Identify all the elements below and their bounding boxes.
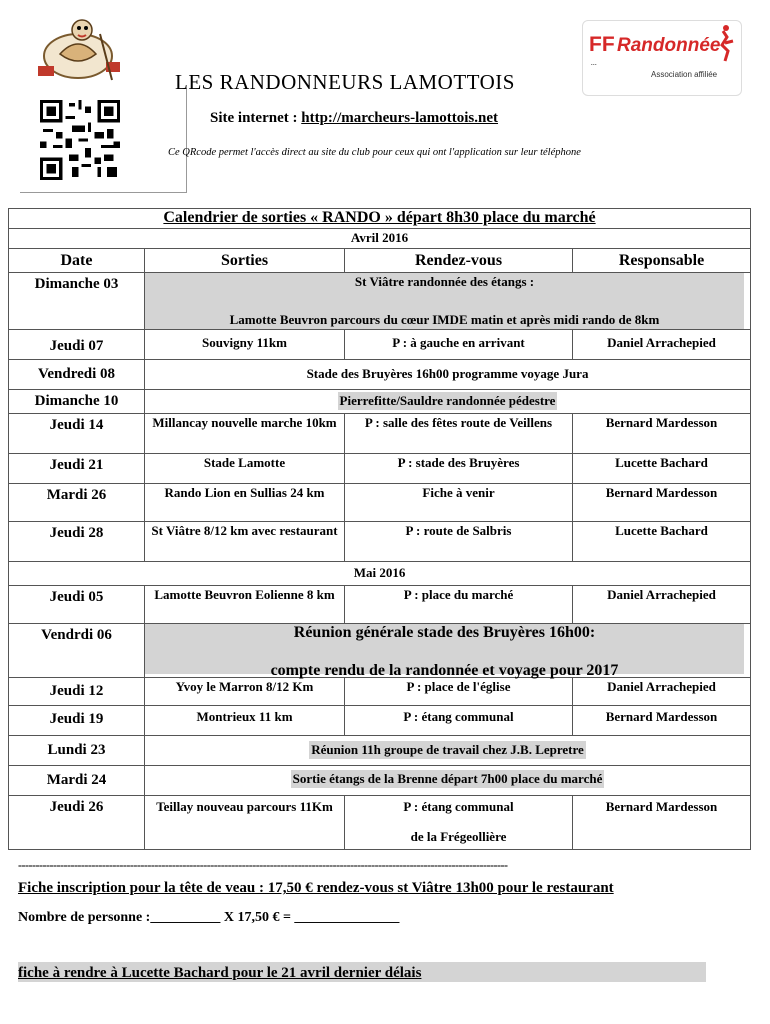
date-cell: Dimanche 03 (9, 273, 145, 330)
date-cell: Mardi 24 (9, 766, 145, 796)
svg-text:FF: FF (589, 33, 615, 56)
table-row (9, 796, 751, 850)
event-cell (145, 766, 751, 796)
date-cell: Jeudi 07 (9, 330, 145, 360)
club-title: LES RANDONNEURS LAMOTTOIS (175, 70, 515, 94)
nombre-line: Nombre de personne :__________ X 17,50 € = _______________ (18, 910, 400, 925)
website-label: Site internet : (210, 110, 302, 126)
rdv-cell: P : stade des Bruyères (345, 454, 573, 484)
event-cell (145, 624, 751, 678)
event-highlight: Pierrefitte/Sauldre randonnée pédestre (339, 393, 556, 408)
month-april: Avril 2016 (9, 229, 751, 249)
sortie-cell: Millancay nouvelle marche 10km (145, 414, 345, 454)
event-line-2: Lamotte Beuvron parcours du cœur IMDE matin et après midi rando de 8km (229, 312, 660, 327)
sortie-cell: Montrieux 11 km (145, 706, 345, 736)
resp-cell: Daniel Arrachepied (573, 586, 751, 624)
date-cell: Jeudi 19 (9, 706, 145, 736)
ffrandonnee-logo (582, 20, 742, 96)
table-row (9, 330, 751, 360)
date-cell: Lundi 23 (9, 736, 145, 766)
table-row (9, 522, 751, 562)
table-row (9, 454, 751, 484)
event-cell (145, 390, 751, 414)
calendar-title: Calendrier de sorties « RANDO » départ 8h30 place du marché (9, 209, 751, 229)
rendre-line: fiche à rendre à Lucette Bachard pour le 21 avril dernier délais (18, 962, 706, 982)
month-may: Mai 2016 (9, 562, 751, 586)
event-highlight: Sortie étangs de la Brenne départ 7h00 place du marché (292, 771, 603, 786)
cut-line: -------------------------------------------------------------------------------------------------------------------------------------------- (18, 858, 508, 872)
resp-cell: Lucette Bachard (573, 454, 751, 484)
column-responsable: Responsable (573, 249, 751, 273)
table-row (9, 273, 751, 330)
resp-cell: Daniel Arrachepied (573, 678, 751, 706)
sortie-cell: Teillay nouveau parcours 11Km (145, 796, 345, 850)
table-row (9, 624, 751, 678)
column-date: Date (9, 249, 145, 273)
club-logo (20, 14, 132, 86)
resp-cell: Lucette Bachard (573, 522, 751, 562)
ffr-slogan: Association affiliée (651, 70, 718, 79)
date-cell: Vendredi 08 (9, 360, 145, 390)
sortie-cell: St Viâtre 8/12 km avec restaurant (145, 522, 345, 562)
rdv-line-1: P : étang communal (403, 799, 514, 814)
date-cell: Jeudi 26 (9, 796, 145, 850)
sortie-cell: Souvigny 11km (145, 330, 345, 360)
resp-cell: Daniel Arrachepied (573, 330, 751, 360)
rdv-cell: P : étang communal (345, 706, 573, 736)
date-cell: Vendrdi 06 (9, 624, 145, 678)
rdv-cell: P : place de l'église (345, 678, 573, 706)
event-line-1: St Viâtre randonnée des étangs : (354, 274, 535, 289)
event-highlight: Réunion 11h groupe de travail chez J.B. Lepretre (311, 742, 584, 757)
calendar-table (8, 208, 751, 850)
table-row (9, 586, 751, 624)
event-line-2: compte rendu de la randonnée et voyage pour 2017 (270, 662, 619, 679)
event-cell (145, 273, 751, 330)
resp-cell: Bernard Mardesson (573, 414, 751, 454)
table-row (9, 484, 751, 522)
date-cell: Dimanche 10 (9, 390, 145, 414)
rdv-cell: P : place du marché (345, 586, 573, 624)
resp-cell: Bernard Mardesson (573, 484, 751, 522)
qr-note: Ce QRcode permet l'accès direct au site du club pour ceux qui ont l'application sur leur téléphone (168, 147, 581, 158)
rdv-cell: P : route de Salbris (345, 522, 573, 562)
table-row (9, 390, 751, 414)
column-rendez-vous: Rendez-vous (345, 249, 573, 273)
table-row (9, 678, 751, 706)
rdv-cell (345, 796, 573, 850)
rdv-line-2: de la Frégeollière (410, 829, 507, 844)
date-cell: Jeudi 14 (9, 414, 145, 454)
table-row (9, 736, 751, 766)
svg-text:Randonnée: Randonnée (617, 35, 721, 56)
rdv-cell: P : à gauche en arrivant (345, 330, 573, 360)
rdv-cell: P : salle des fêtes route de Veillens (345, 414, 573, 454)
qr-code-icon[interactable] (40, 100, 120, 180)
event-line-1: Réunion générale stade des Bruyères 16h00: (293, 624, 596, 641)
date-cell: Jeudi 05 (9, 586, 145, 624)
date-cell: Mardi 26 (9, 484, 145, 522)
resp-cell: Bernard Mardesson (573, 706, 751, 736)
event-cell: Stade des Bruyères 16h00 programme voyage Jura (145, 360, 751, 390)
sortie-cell: Stade Lamotte (145, 454, 345, 484)
sortie-cell: Yvoy le Marron 8/12 Km (145, 678, 345, 706)
date-cell: Jeudi 12 (9, 678, 145, 706)
resp-cell: Bernard Mardesson (573, 796, 751, 850)
table-row (9, 766, 751, 796)
website-link[interactable]: http://marcheurs-lamottois.net (301, 110, 499, 126)
date-cell: Jeudi 28 (9, 522, 145, 562)
table-row (9, 360, 751, 390)
rdv-cell: Fiche à venir (345, 484, 573, 522)
website-line (210, 110, 498, 127)
sortie-cell: Rando Lion en Sullias 24 km (145, 484, 345, 522)
svg-text:...: ... (591, 58, 597, 67)
date-cell: Jeudi 21 (9, 454, 145, 484)
column-sorties: Sorties (145, 249, 345, 273)
table-row (9, 414, 751, 454)
event-cell (145, 736, 751, 766)
inscription-line: Fiche inscription pour la tête de veau : 17,50 € rendez-vous st Viâtre 13h00 pour le restaurant (18, 880, 614, 896)
sortie-cell: Lamotte Beuvron Eolienne 8 km (145, 586, 345, 624)
table-row (9, 706, 751, 736)
